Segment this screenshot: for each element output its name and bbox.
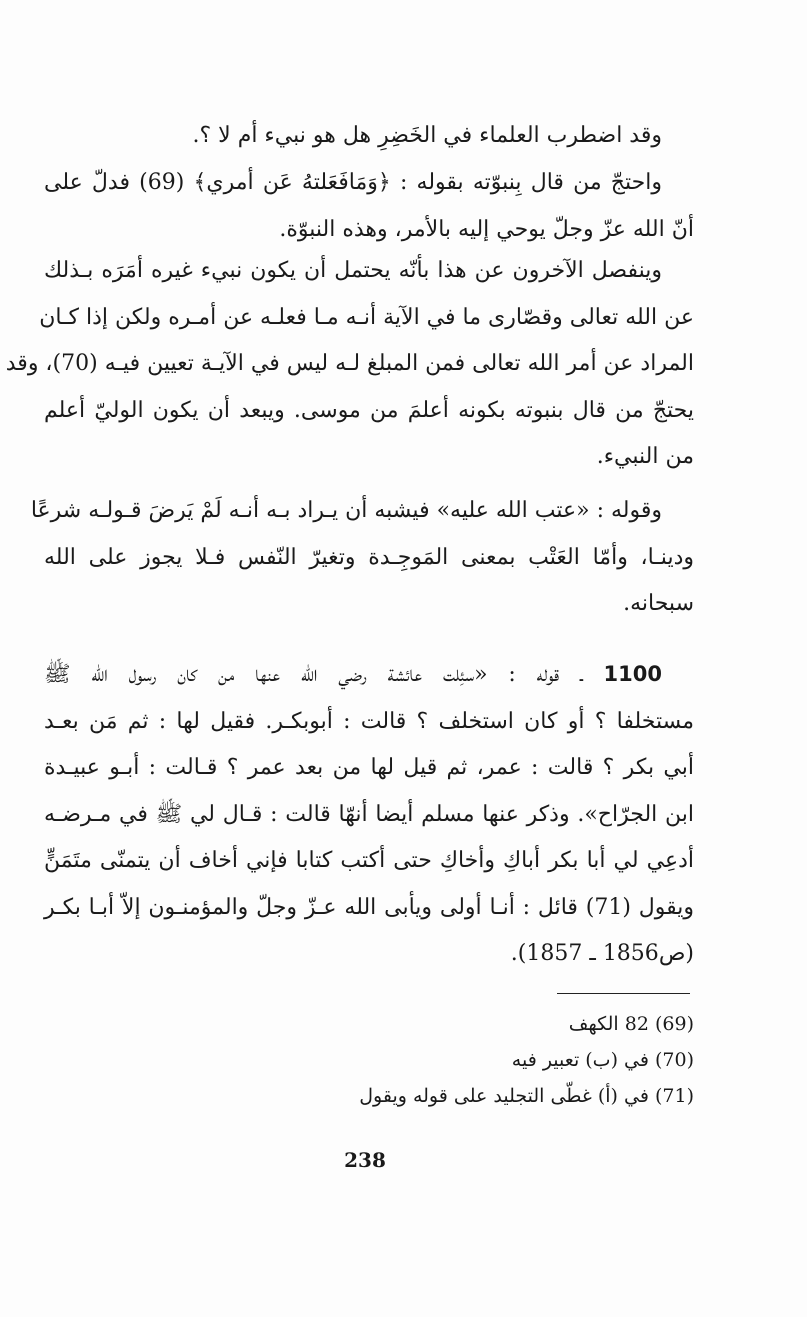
- text-line: ودينـا، وأمّا العَتْب بمعنى المَوجِـدة وتغيرّ النّفس فـلا يجوز على الله: [44, 544, 694, 570]
- text-line: أدعِي لي أبا بكر أباكِ وأخاكِ حتى أكتب كتابا فإني أخاف أن يتمنّى متَمَنٍّ: [44, 848, 694, 873]
- footnote-divider: [557, 993, 690, 994]
- text-line: ابن الجرّاح». وذكر عنها مسلم أيضا أنهّا قالت : قـال لي ﷺ في مـرضـه: [44, 801, 694, 827]
- text-line: ويقول (71) قائل : أنـا أولى ويأبى الله عـزّ وجلّ والمؤمنـون إلاّ أبـا بكـر: [44, 894, 694, 920]
- paragraph-counter-argument: [5, 248, 694, 481]
- text-line: وينفصل الآخرون عن هذا بأنّه يحتمل أن يكون نبيء غيره أمَرَه بـذلك: [44, 258, 662, 283]
- text-line: أبي بكر ؟ قالت : عمر، ثم قيل لها من بعد عمر ؟ قـالت : أبـو عبيـدة: [44, 755, 694, 780]
- paragraph-khidr-dispute: [44, 113, 694, 160]
- text-line: [44, 651, 694, 699]
- footnote-69: (69) 82 الكهف: [568, 1013, 694, 1035]
- text-line: وقوله : «عتب الله عليه» فيشبه أن يـراد بـه أنـه لَمْ يَرضَ قـولـه شرعًا: [30, 498, 662, 523]
- hadith-1100: [44, 651, 694, 978]
- text-line: واحتجّ من قال بِنبوّته بقوله : ﴿وَمَافَعَلتهُ عَن أمري﴾ (69) فدلّ على: [44, 170, 662, 195]
- text-line: المراد عن أمر الله تعالى فمن المبلغ لـه ليس في الآيـة تعيين فيـه (70)، وقد: [5, 351, 694, 376]
- text-line: يحتجّ من قال بنبوته بكونه أعلمَ من موسى. ويبعد أن يكون الوليّ أعلم: [44, 397, 694, 423]
- hadith-opening: ـ قوله : «سئِلت عائشة رضي الله عنها من كان رسول الله ﷺ: [44, 662, 583, 687]
- text-line: وقد اضطرب العلماء في الخَضِرِ هل هو نبيء أم لا ؟.: [192, 123, 662, 148]
- paragraph-prophethood-argument: [44, 160, 694, 253]
- text-line: من النبيء.: [596, 444, 694, 469]
- footnotes: [300, 1006, 694, 1114]
- text-line: عن الله تعالى وقصّارى ما في الآية أنـه مـا فعلـه عن أمـره ولكن إذا كـان: [39, 304, 694, 330]
- paragraph-divine-reproach: [30, 488, 694, 628]
- text-line: مستخلفا ؟ أو كان استخلف ؟ قالت : أبوبكـر. فقيل لها : ثم مَن بعـد: [44, 708, 694, 734]
- footnote-71: (71) في (أ) غطّى التجليد على قوله ويقول: [359, 1085, 694, 1107]
- text-line: سبحانه.: [623, 591, 694, 616]
- text-line: أنّ الله عزّ وجلّ يوحي إليه بالأمر، وهذه النبوّة.: [279, 216, 694, 242]
- footnote-70: (70) في (ب) تعبير فيه: [511, 1049, 694, 1071]
- hadith-number: 1100: [603, 662, 662, 686]
- page-number: 238: [344, 1148, 386, 1172]
- text-line: (ص1856 ـ 1857).: [510, 941, 694, 966]
